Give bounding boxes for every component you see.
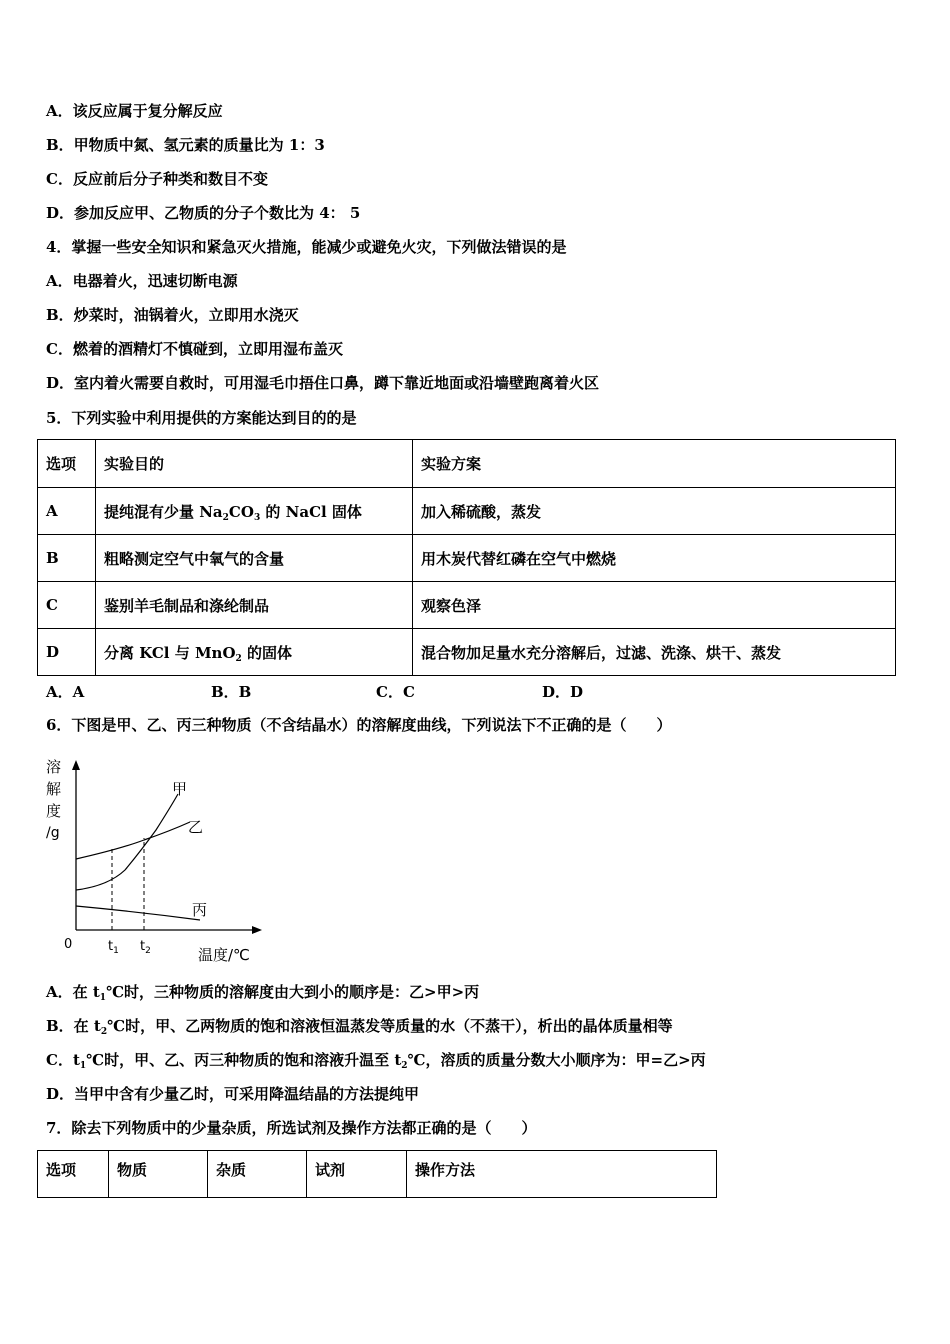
series-yi-curve [76,822,190,859]
table-cell: C [38,582,96,629]
y-axis-label-3: 度 [46,802,62,820]
x-axis-label: 温度/℃ [198,946,250,964]
q5-answer-c: C．C [376,683,415,701]
q7-table [37,1150,717,1198]
table-header-cell: 操作方法 [407,1151,717,1198]
table-header-cell: 试剂 [307,1151,407,1198]
table-header-row [38,440,896,488]
series-label-bing: 丙 [192,901,208,919]
y-axis-label-1: 溶 [46,758,62,776]
table-cell: B [38,535,96,582]
table-cell: 鉴别羊毛制品和涤纶制品 [96,582,413,629]
q4-option-c: C．燃着的酒精灯不慎碰到，立即用湿布盖灭 [46,340,343,358]
q4-stem: 4．掌握一些安全知识和紧急灭火措施，能减少或避免火灾，下列做法错误的是 [46,238,567,256]
table-cell: A [38,488,96,535]
series-label-yi: 乙 [188,818,204,836]
q6-stem: 6．下图是甲、乙、丙三种物质（不含结晶水）的溶解度曲线，下列说法下不正确的是（ ） [46,716,672,734]
q4-option-b: B．炒菜时，油锅着火，立即用水浇灭 [46,306,299,324]
x-tick-t1: $t_1$ [108,939,119,956]
table-row [38,582,896,629]
series-jia-curve [76,794,178,890]
x-tick-t2: $t_2$ [140,939,151,956]
table-header-row [38,1151,717,1198]
q4-option-a: A．电器着火，迅速切断电源 [46,272,238,290]
origin-label: 0 [64,937,73,952]
q3-option-c: C．反应前后分子种类和数目不变 [46,170,268,188]
q5-answer-d: D．D [542,683,584,701]
x-axis-arrow-icon [252,926,262,934]
table-cell: 用木炭代替红磷在空气中燃烧 [413,535,896,582]
table-cell: 加入稀硫酸，蒸发 [413,488,896,535]
table-row [38,488,896,535]
y-axis-label-4: /g [46,825,60,841]
table-cell: 提纯混有少量 $Na_2CO_3$ 的 NaCl 固体 [96,488,413,535]
q5-answer-b: B．B [211,683,252,701]
table-cell: 混合物加足量水充分溶解后，过滤、洗涤、烘干、蒸发 [413,629,896,676]
table-cell: 粗略测定空气中氧气的含量 [96,535,413,582]
q3-option-d: D．参加反应甲、乙物质的分子个数比为 4： 5 [46,204,361,222]
table-header-cell: 实验目的 [96,440,413,488]
q4-option-d: D．室内着火需要自救时，可用湿毛巾捂住口鼻，蹲下靠近地面或沿墙壁跑离着火区 [46,374,600,392]
table-header-cell: 选项 [38,1151,109,1198]
q6-option-a: A．在 $t_1℃$时，三种物质的溶解度由大到小的顺序是：乙>甲>丙 [46,983,480,1003]
solubility-chart [40,752,270,970]
q6-option-c: C．$t_1℃$时，甲、乙、丙三种物质的饱和溶液升温至 $t_2℃$，溶质的质量分数大小顺序为：甲=乙>丙 [46,1051,706,1071]
table-cell: 观察色泽 [413,582,896,629]
table-row [38,535,896,582]
q5-table [37,439,896,676]
table-header-cell: 选项 [38,440,96,488]
table-header-cell: 实验方案 [413,440,896,488]
q3-option-b: B．甲物质中氮、氢元素的质量比为 1：3 [46,136,325,154]
series-label-jia: 甲 [172,780,188,798]
q3-option-a: A．该反应属于复分解反应 [46,102,223,120]
table-row [38,629,896,676]
q6-option-d: D．当甲中含有少量乙时，可采用降温结晶的方法提纯甲 [46,1085,420,1103]
y-axis-label-2: 解 [46,780,62,798]
q7-stem: 7．除去下列物质中的少量杂质，所选试剂及操作方法都正确的是（ ） [46,1119,537,1137]
y-axis-arrow-icon [72,760,80,770]
q5-answer-a: A．A [46,683,85,701]
series-bing-curve [76,906,200,920]
table-header-cell: 杂质 [208,1151,307,1198]
table-header-cell: 物质 [109,1151,208,1198]
table-cell: D [38,629,96,676]
q5-stem: 5．下列实验中利用提供的方案能达到目的的是 [46,409,357,427]
table-cell: 分离 KCl 与 MnO$_2$ 的固体 [96,629,413,676]
q6-option-b: B．在 $t_2℃$时，甲、乙两物质的饱和溶液恒温蒸发等质量的水（不蒸干），析出的晶体质量相等 [46,1017,673,1037]
